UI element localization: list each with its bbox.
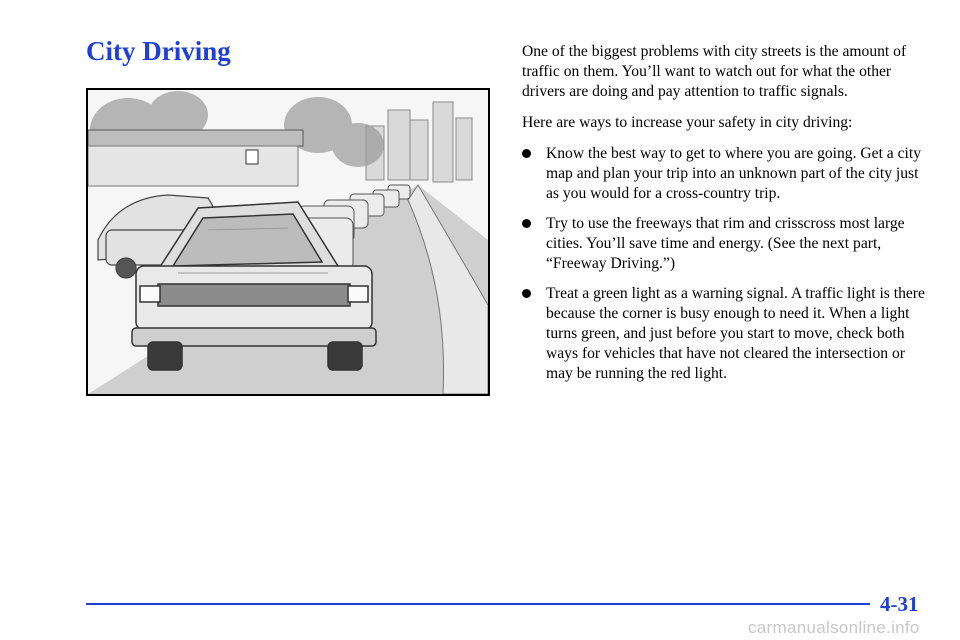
- city-traffic-drawing: [88, 90, 488, 394]
- watermark: carmanualsonline.info: [748, 618, 920, 637]
- page-number: 4-31: [880, 592, 919, 616]
- page-title: City Driving: [86, 36, 231, 66]
- bullet-text: Treat a green light as a warning signal. A traffic light is there because the corner is busy enough to need it. When a light turns green, and just before you start to move, check both ways for vehicles that have not cleared the intersection or may be running the red light.: [546, 285, 925, 382]
- bullet-icon: [522, 219, 531, 228]
- body-text: [522, 42, 926, 394]
- safety-tips-list: [522, 144, 926, 384]
- bullet-text: Try to use the freeways that rim and crisscross most large cities. You’ll save time and energy. (See the next part, “Freeway Driving.”): [546, 215, 905, 272]
- bullet-text: Know the best way to get to where you are going. Get a city map and plan your trip into an unknown part of the city just as you would for a cross-country trip.: [546, 145, 922, 202]
- lead-paragraph: Here are ways to increase your safety in city driving:: [522, 114, 853, 131]
- intro-paragraph: One of the biggest problems with city streets is the amount of traffic on them. You’ll want to watch out for what the other drivers are doing and pay attention to traffic signals.: [522, 43, 907, 100]
- bullet-icon: [522, 289, 531, 298]
- list-item: [522, 214, 926, 274]
- footer-rule: [86, 603, 870, 605]
- city-traffic-illustration: [86, 88, 490, 396]
- bullet-icon: [522, 149, 531, 158]
- list-item: [522, 284, 926, 384]
- list-item: [522, 144, 926, 204]
